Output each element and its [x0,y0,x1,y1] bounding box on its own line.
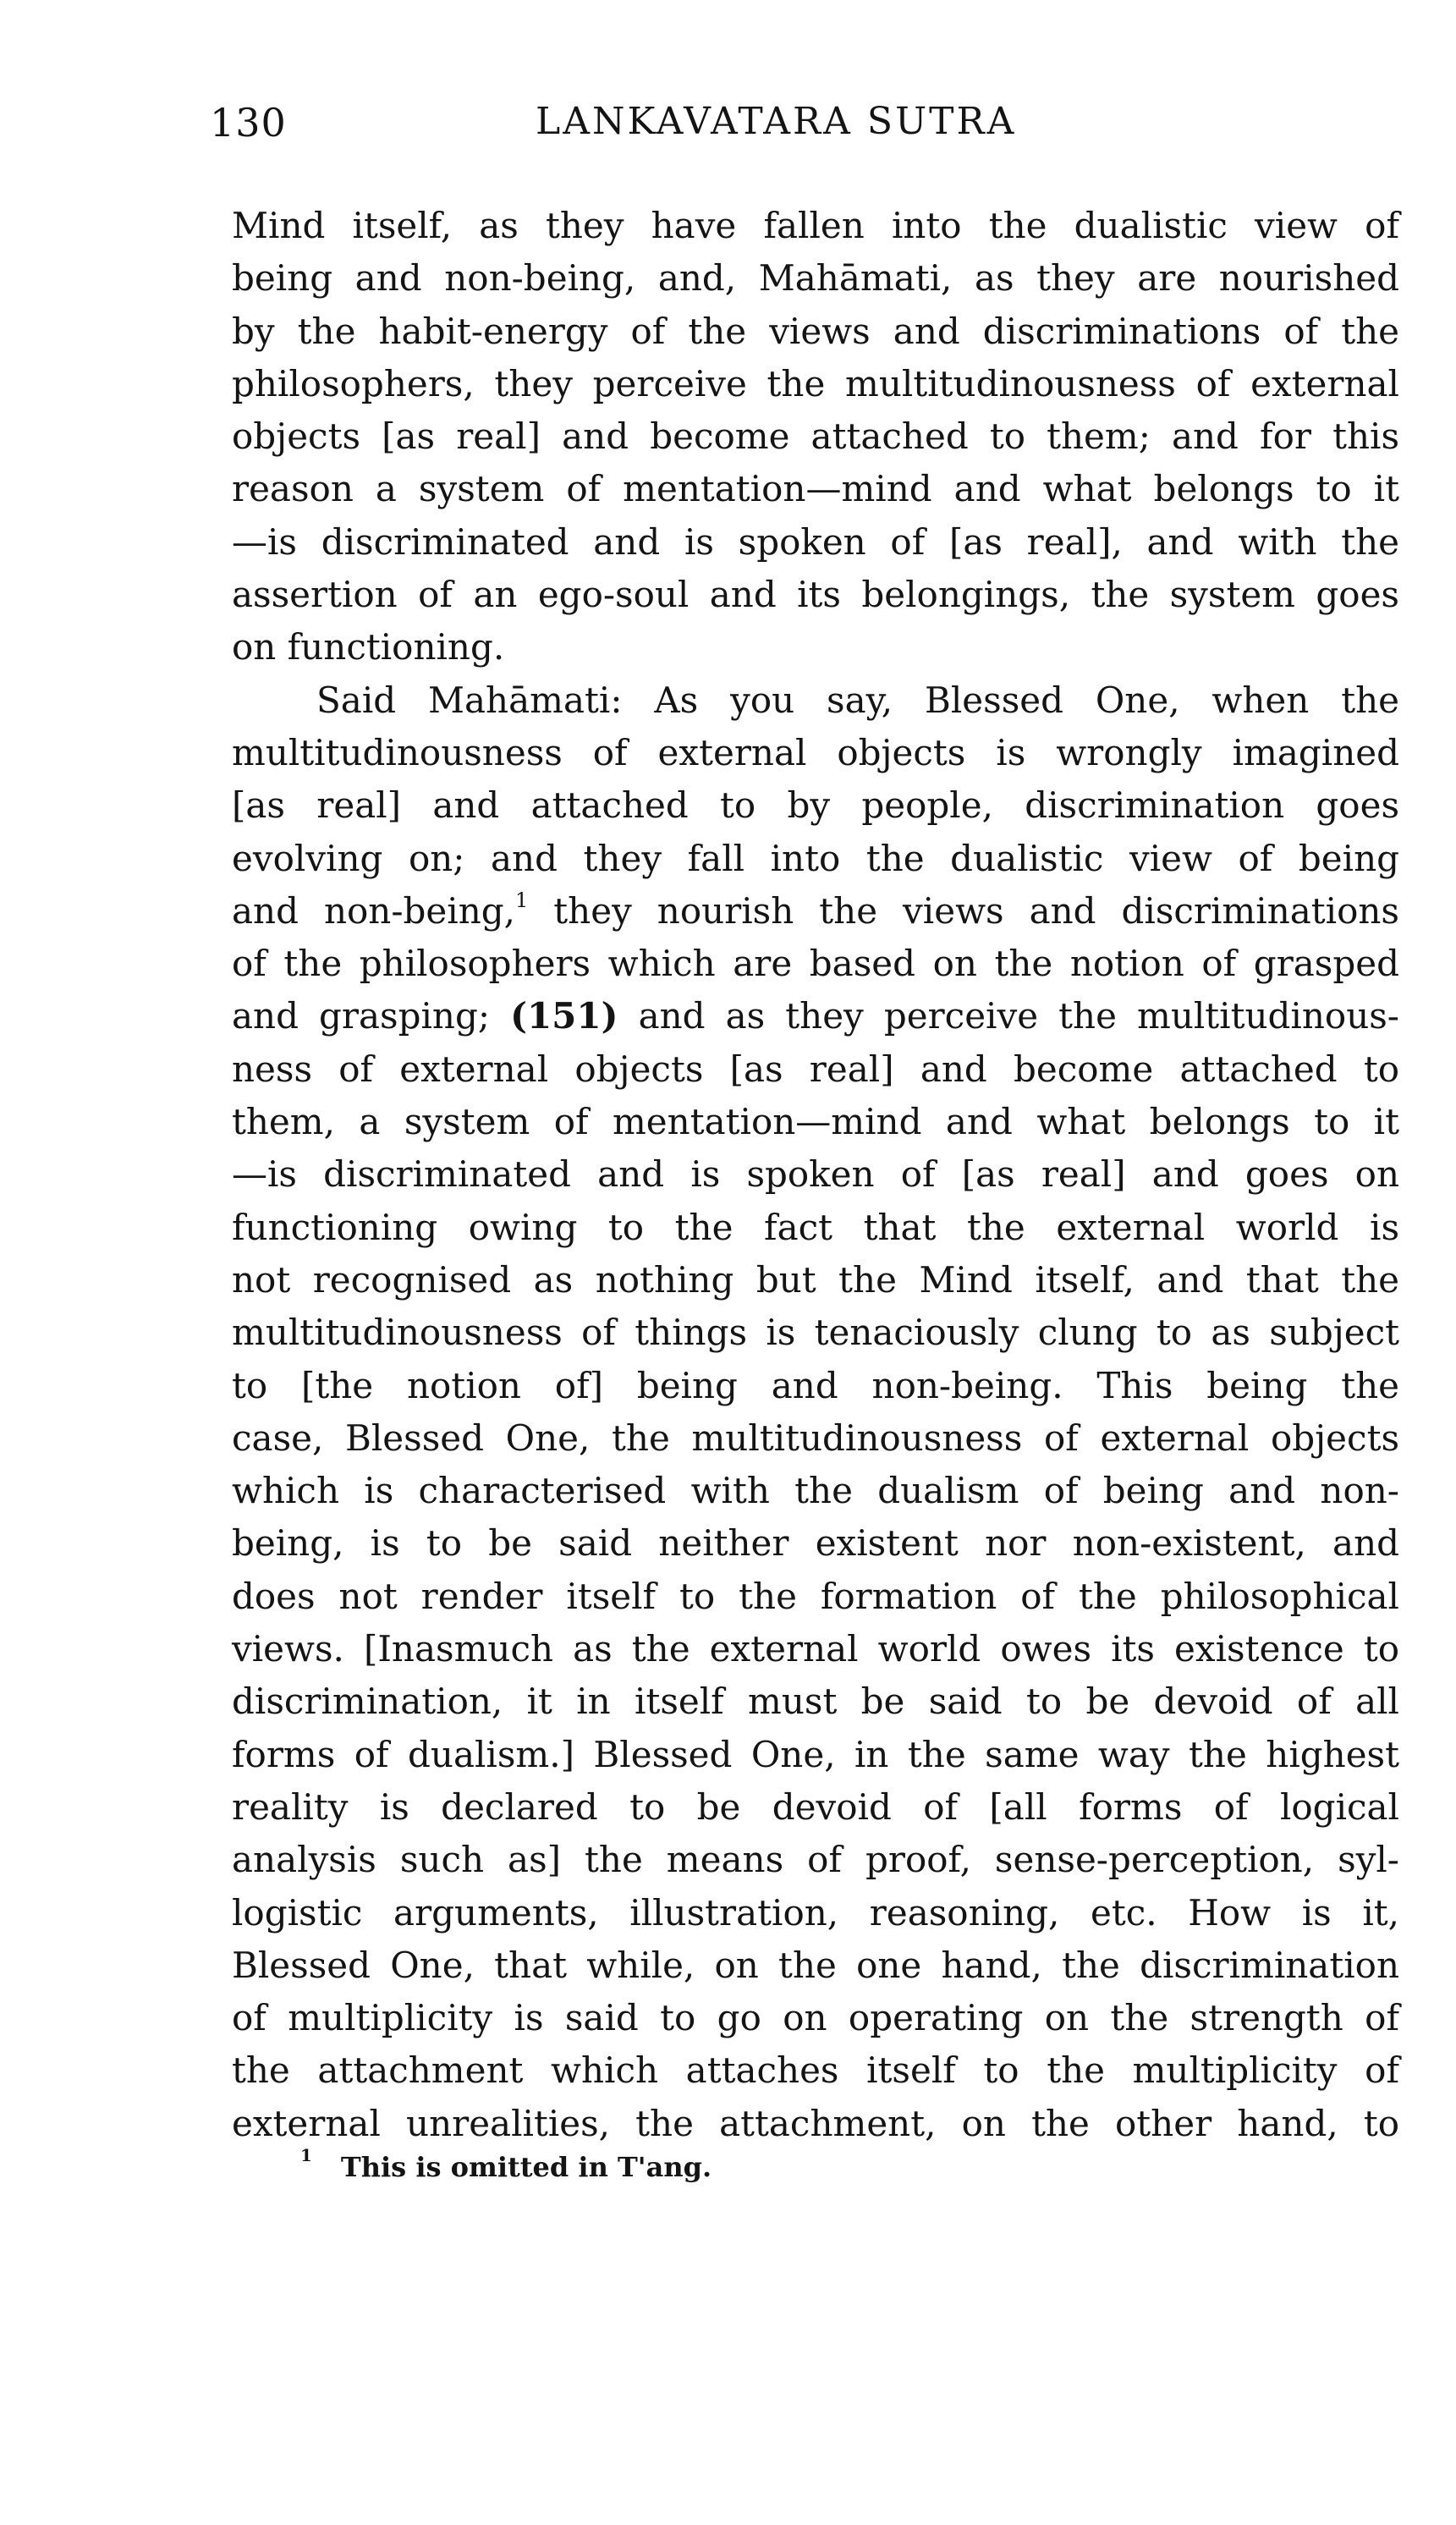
text-line: which is characterised with the dualism of being and non- [232,1470,1399,1512]
text-line: assertion of an ego-soul and its belongings, the system goes [232,574,1399,616]
page-header [210,100,1403,168]
text-line: views. [Inasmuch as the external world owes its existence to [232,1628,1399,1670]
footnote-ref: 1 [515,888,529,912]
page-number: 130 [210,100,287,146]
text-line: Said Mahāmati: As you say, Blessed One, when the [316,679,1399,721]
text-line: them, a system of mentation—mind and what belongs to it [232,1101,1399,1143]
text-line: [as real] and attached to by people, discrimination goes [232,784,1399,827]
text-line-with-section-marker [232,990,1399,1042]
text-line: reality is declared to be devoid of [all forms of logical [232,1785,1399,1828]
text-line: logistic arguments, illustration, reasoning, etc. How is it, [232,1891,1399,1934]
text-line: being and non-being, and, Mahāmati, as they are nourished [232,257,1399,300]
text-line: and non-being,$^1$ they nourish the views and discriminations [232,888,1399,932]
section-marker: (151) [510,995,618,1037]
text-line: not recognised as nothing but the Mind itself, and that the [232,1258,1399,1301]
text-line: ness of external objects [as real] and become attached to [232,1048,1399,1090]
footnote-text: This is omitted in T'ang. [340,2151,712,2183]
text-line: multitudinousness of external objects is wrongly imagined [232,731,1399,773]
text-line: functioning owing to the fact that the external world is [232,1206,1399,1248]
body-text [232,200,1399,2150]
text-line: by the habit-energy of the views and discriminations of the [232,310,1399,352]
text-line: on functioning. [232,626,505,668]
text-line: the attachment which attaches itself to the multiplicity of [232,2049,1399,2092]
text-line: to [the notion of] being and non-being. This being the [232,1364,1399,1406]
running-title: LANKAVATARA SUTRA [536,100,1017,143]
text-line: Mind itself, as they have fallen into the dualistic view of [232,205,1399,246]
text-line: discrimination, it in itself must be said to be devoid of all [232,1681,1399,1723]
text-line: —is discriminated and is spoken of [as real] and goes on [232,1153,1399,1196]
text-line: of the philosophers which are based on the notion of grasped [232,943,1399,985]
text-line-end: and as they perceive the multitudinous- [618,995,1399,1037]
text-line: objects [as real] and become attached to them; and for this [232,415,1399,458]
text-line: case, Blessed One, the multitudinousness of external objects [232,1417,1399,1459]
footnote [300,2145,712,2183]
text-line-start: and grasping; [232,995,511,1037]
text-line: Blessed One, that while, on the one hand, the discrimination [232,1944,1399,1986]
footnote-marker: 1 [300,2145,312,2165]
text-line: philosophers, they perceive the multitudinousness of external [232,362,1399,404]
text-line: being, is to be said neither existent nor non-existent, and [232,1522,1399,1565]
text-line: reason a system of mentation—mind and what belongs to it [232,468,1399,510]
text-line: multitudinousness of things is tenaciously clung to as subject [232,1312,1399,1354]
text-line: evolving on; and they fall into the dualistic view of being [232,837,1399,879]
text-line: analysis such as] the means of proof, sense-perception, syl- [232,1839,1399,1881]
text-line: external unrealities, the attachment, on the other hand, to [232,2102,1399,2144]
text-line: does not render itself to the formation of the philosophical [232,1575,1399,1617]
text-line: —is discriminated and is spoken of [as real], and with the [232,520,1399,563]
text-line: forms of dualism.] Blessed One, in the same way the highest [232,1733,1399,1775]
text-line-with-footnote-ref [232,885,1399,938]
text-line: of multiplicity is said to go on operating on the strength of [232,1997,1399,2039]
